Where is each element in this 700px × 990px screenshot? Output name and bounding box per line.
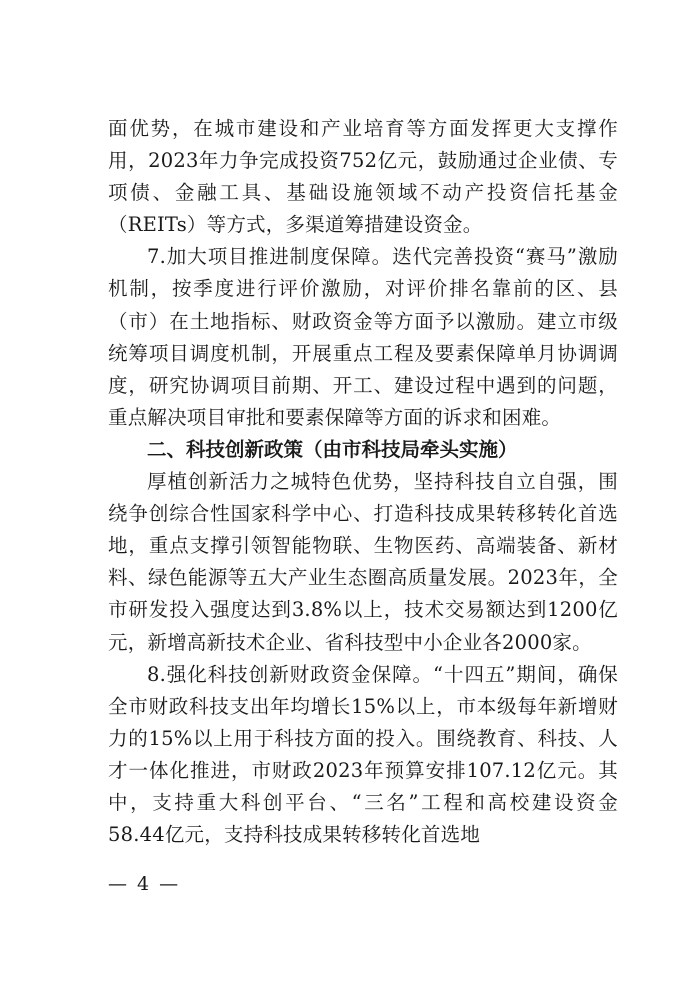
page-number: — 4 — [108, 873, 181, 895]
section-heading-tech-innovation: 二、科技创新政策（由市科技局牵头实施） [147, 437, 518, 461]
paragraph-tech-innovation-intro: 厚植创新活力之城特色优势，坚持科技自立自强，围绕争创综合性国家科学中心、打造科技成果转移转化首选地，重点支撑引领智能物联、生物医药、高端装备、新材料、绿色能源等五大产业生态圈高质量发展。2023年，全市研发投入强度达到3.8%以上，技术交易额达到1200亿元，新增高新技术企业、省科技型中小企业各2000家。 [108, 470, 618, 654]
paragraph-tech-funding-guarantee: 8.强化科技创新财政资金保障。“十四五”期间，确保全市财政科技支出年均增长15%以上，市本级每年新增财力的15%以上用于科技方面的投入。围绕教育、科技、人才一体化推进，市财政2023年预算安排107.12亿元。其中，支持重大科创平台、“三名”工程和高校建设资金58.44亿元，支持科技成果转移转化首选地 [108, 662, 618, 847]
paragraph-investment-continued: 面优势，在城市建设和产业培育等方面发挥更大支撑作用，2023年力争完成投资752亿元，鼓励通过企业债、专项债、金融工具、基础设施领域不动产投资信托基金（REITs）等方式，多渠道筹措建设资金。 [108, 117, 618, 237]
paragraph-project-guarantee: 7.加大项目推进制度保障。迭代完善投资“赛马”激励机制，按季度进行评价激励，对评价排名靠前的区、县（市）在土地指标、财政资金等方面予以激励。建立市级统筹项目调度机制，开展重点工程及要素保障单月协调调度，研究协调项目前期、开工、建设过程中遇到的问题，重点解决项目审批和要素保障等方面的诉求和困难。 [108, 245, 618, 429]
document-body [108, 113, 618, 851]
